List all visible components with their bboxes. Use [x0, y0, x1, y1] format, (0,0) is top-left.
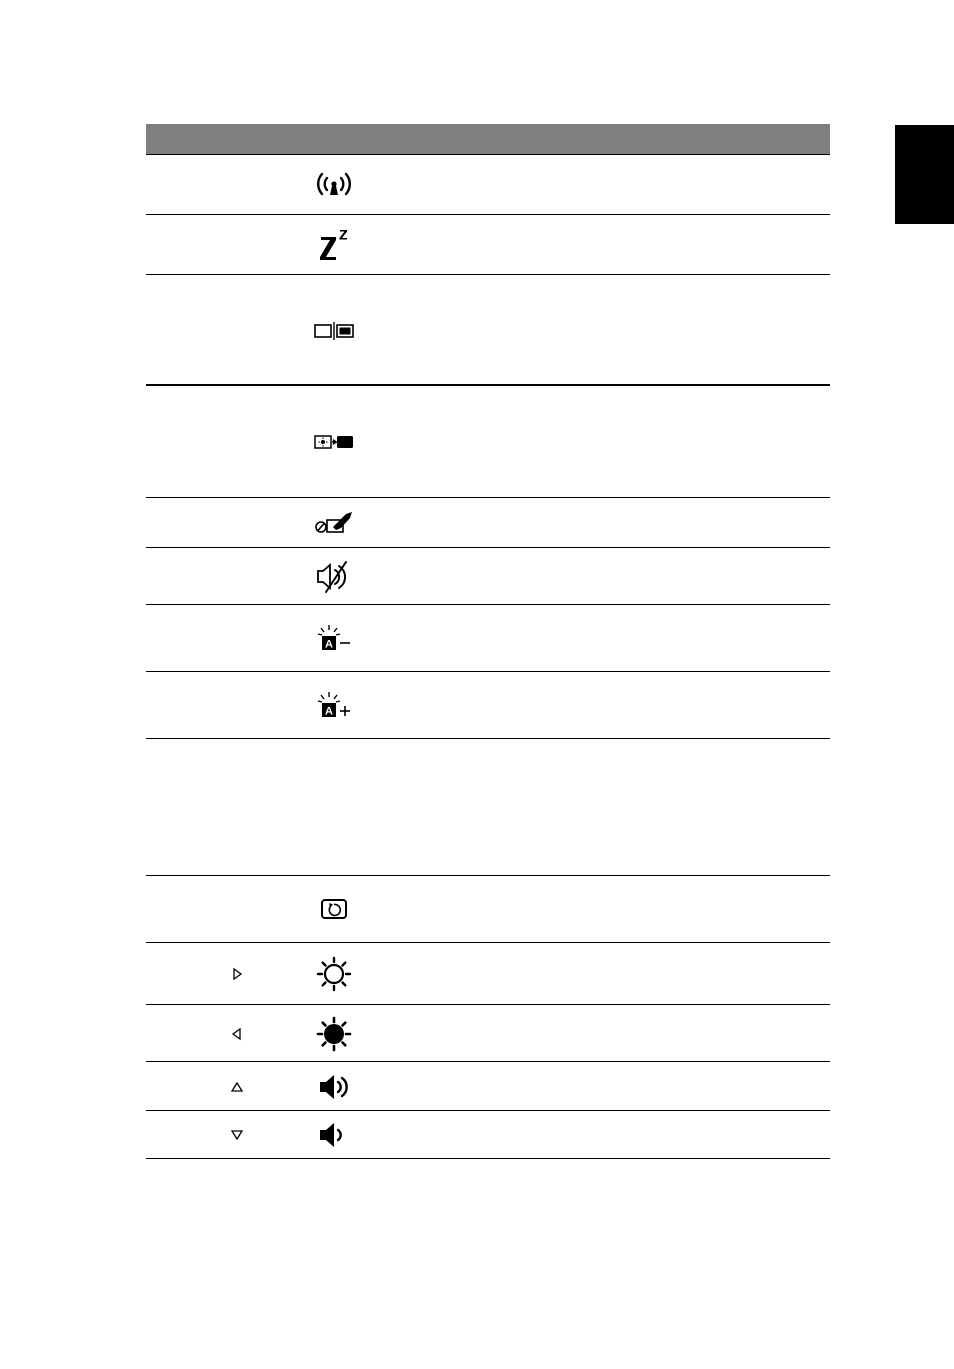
volume-up-icon — [312, 1067, 356, 1107]
screen-blank-icon — [312, 422, 356, 462]
brightness-down-icon — [312, 1014, 356, 1054]
table-row — [146, 672, 830, 739]
down-arrow-icon — [230, 1128, 244, 1142]
table-row — [146, 605, 830, 672]
table-row — [146, 548, 830, 605]
keyboard-backlight-up-icon — [312, 686, 356, 726]
touchpad-toggle-icon — [312, 503, 356, 543]
wireless-icon — [312, 165, 356, 205]
table-row — [146, 1005, 830, 1062]
display-toggle-icon — [312, 311, 356, 351]
table-row — [146, 1062, 830, 1111]
table-header — [146, 124, 830, 155]
table-row — [146, 155, 830, 215]
sleep-icon — [312, 225, 356, 265]
brightness-up-icon — [312, 954, 356, 994]
right-arrow-icon — [230, 967, 244, 981]
speaker-mute-icon — [312, 557, 356, 597]
table-row — [146, 498, 830, 548]
screen-rotate-icon — [312, 890, 356, 930]
left-arrow-icon — [230, 1027, 244, 1041]
up-arrow-icon — [230, 1080, 244, 1094]
table-row — [146, 876, 830, 943]
table-row — [146, 215, 830, 275]
hotkey-table — [146, 124, 830, 1159]
table-row — [146, 1111, 830, 1159]
svg-text:A: A — [325, 638, 333, 650]
chapter-tab — [895, 125, 954, 224]
volume-down-icon — [312, 1115, 356, 1155]
table-row — [146, 943, 830, 1005]
table-body — [146, 155, 830, 1159]
svg-text:A: A — [325, 705, 333, 717]
table-row — [146, 275, 830, 386]
table-row — [146, 739, 830, 876]
table-row — [146, 386, 830, 498]
keyboard-backlight-down-icon — [312, 619, 356, 659]
